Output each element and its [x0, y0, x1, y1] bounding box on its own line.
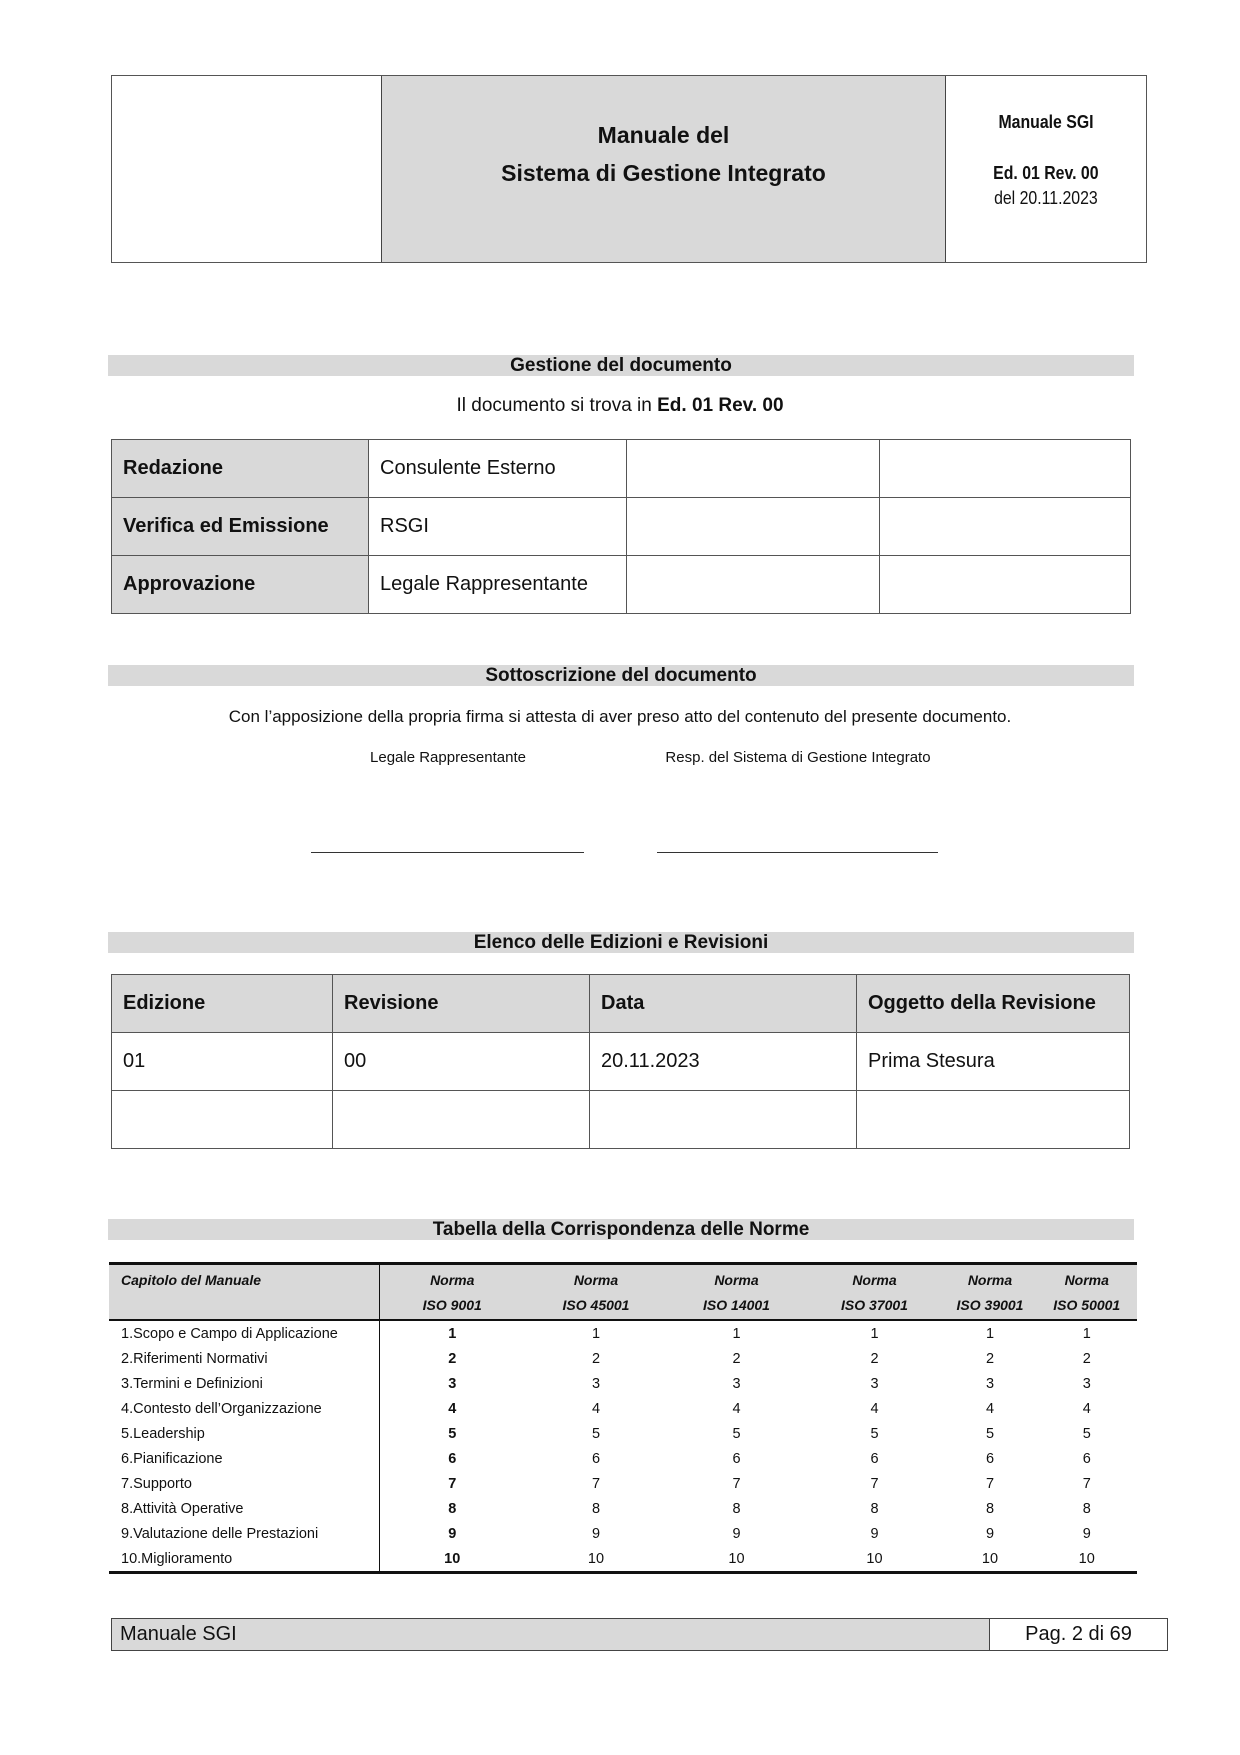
table-row [112, 1033, 1130, 1091]
table-row [109, 1396, 1137, 1421]
norm-value-cell: 9 [591, 1525, 601, 1542]
chapter-cell: 9.Valutazione delle Prestazioni [109, 1521, 380, 1546]
chapter-cell: 5.Leadership [109, 1421, 380, 1446]
norm-value-cell: 1 [591, 1325, 601, 1342]
cell-revisione: 00 [333, 1033, 590, 1091]
norm-value-cell: 2 [591, 1350, 601, 1367]
column-header-norm: Norma ISO 45001 [525, 1264, 668, 1321]
norm-value-cell: 3 [448, 1375, 457, 1392]
cell-edizione [112, 1091, 333, 1149]
row-value: RSGI [369, 498, 627, 556]
norm-value-cell: 2 [870, 1350, 879, 1367]
norm-value-cell: 8 [448, 1500, 457, 1517]
norm-value-cell: 1 [1082, 1325, 1091, 1342]
norm-value-cell: 9 [1082, 1525, 1091, 1542]
norm-value-cell: 10 [1037, 1546, 1138, 1573]
column-header-norm: Norma ISO 9001 [380, 1264, 525, 1321]
norm-value-cell: 3 [870, 1375, 879, 1392]
norm-value-cell: 7 [870, 1475, 879, 1492]
table-row [109, 1320, 1137, 1346]
norm-value-cell: 1 [448, 1325, 457, 1342]
table-row [109, 1471, 1137, 1496]
chapter-cell: 8.Attività Operative [109, 1496, 380, 1521]
norm-value-cell: 3 [985, 1375, 995, 1392]
table-row [109, 1346, 1137, 1371]
chapter-cell: 3.Termini e Definizioni [109, 1371, 380, 1396]
status-value: Ed. 01 Rev. 00 [657, 395, 784, 416]
page-footer [111, 1618, 1168, 1651]
norm-value-cell: 10 [944, 1546, 1037, 1573]
signature-cell [627, 440, 880, 498]
header-title [382, 76, 946, 262]
norm-value-cell: 2 [1082, 1350, 1091, 1367]
cell-revisione [333, 1091, 590, 1149]
logo-area [112, 76, 382, 262]
norm-value-cell: 10 [806, 1546, 944, 1573]
chapter-cell: 1.Scopo e Campo di Applicazione [109, 1320, 380, 1346]
column-header-norm: Norma ISO 14001 [668, 1264, 806, 1321]
chapter-cell: 7.Supporto [109, 1471, 380, 1496]
status-prefix: Il documento si trova in [456, 395, 658, 416]
norm-value-cell: 5 [732, 1425, 741, 1442]
chapter-cell: 4.Contesto dell’Organizzazione [109, 1396, 380, 1421]
norm-value-cell: 10 [668, 1546, 806, 1573]
norm-value-cell: 2 [985, 1350, 995, 1367]
table-header-row [112, 975, 1130, 1033]
edition-date: del 20.11.2023 [994, 188, 1098, 208]
norm-value-cell: 6 [591, 1450, 601, 1467]
norm-value-cell: 8 [732, 1500, 741, 1517]
table-row [112, 556, 1131, 614]
chapter-cell: 6.Pianificazione [109, 1446, 380, 1471]
norm-value-cell: 7 [448, 1475, 457, 1492]
cell-oggetto [857, 1091, 1130, 1149]
norm-value-cell: 6 [448, 1450, 457, 1467]
norm-value-cell: 7 [732, 1475, 741, 1492]
row-label: Approvazione [112, 556, 369, 614]
page-number: Pag. 2 di 69 [1025, 1623, 1132, 1645]
norm-value-cell: 8 [870, 1500, 879, 1517]
header-meta [946, 76, 1146, 262]
chapter-cell: 10.Miglioramento [109, 1546, 380, 1573]
chapter-cell: 2.Riferimenti Normativi [109, 1346, 380, 1371]
signer-label-1: Legale Rappresentante [370, 749, 526, 766]
row-label: Verifica ed Emissione [112, 498, 369, 556]
norm-value-cell: 1 [732, 1325, 741, 1342]
table-row [109, 1421, 1137, 1446]
document-header [111, 75, 1147, 263]
column-header-norm: Norma ISO 50001 [1037, 1264, 1138, 1321]
cell-oggetto: Prima Stesura [857, 1033, 1130, 1091]
table-row [112, 1091, 1130, 1149]
norm-value-cell: 9 [448, 1525, 457, 1542]
table-row [109, 1371, 1137, 1396]
cell-data: 20.11.2023 [590, 1033, 857, 1091]
table-row [109, 1496, 1137, 1521]
cell-edizione: 01 [112, 1033, 333, 1091]
norm-value-cell: 9 [985, 1525, 995, 1542]
norm-value-cell: 3 [1082, 1375, 1091, 1392]
section-title-corrispondenza: Tabella della Corrispondenza delle Norme [108, 1219, 1134, 1240]
row-value: Legale Rappresentante [369, 556, 627, 614]
edition: Ed. 01 Rev. 00 [993, 163, 1099, 183]
column-header: Oggetto della Revisione [857, 975, 1130, 1033]
cell-data [590, 1091, 857, 1149]
section-title-sottoscrizione: Sottoscrizione del documento [108, 665, 1134, 686]
norm-value-cell: 1 [870, 1325, 879, 1342]
table-header-row [109, 1264, 1137, 1321]
norm-value-cell: 5 [985, 1425, 995, 1442]
column-header-chapter: Capitolo del Manuale [109, 1264, 380, 1321]
title-line-2: Sistema di Gestione Integrato [501, 160, 826, 186]
norms-table [109, 1262, 1137, 1574]
norm-value-cell: 5 [1082, 1425, 1091, 1442]
norm-value-cell: 8 [985, 1500, 995, 1517]
signer-label-2: Resp. del Sistema di Gestione Integrato [665, 749, 931, 766]
norm-value-cell: 6 [1082, 1450, 1091, 1467]
norm-value-cell: 4 [732, 1400, 741, 1417]
norm-value-cell: 5 [448, 1425, 457, 1442]
norm-value-cell: 3 [591, 1375, 601, 1392]
title-line-1: Manuale del [597, 122, 730, 148]
table-row [112, 440, 1131, 498]
date-cell [880, 440, 1131, 498]
norm-value-cell: 5 [870, 1425, 879, 1442]
revisioni-table [111, 974, 1130, 1149]
norm-value-cell: 10 [380, 1546, 525, 1573]
norm-value-cell: 3 [732, 1375, 741, 1392]
table-row [109, 1446, 1137, 1471]
section-title-revisioni: Elenco delle Edizioni e Revisioni [108, 932, 1134, 953]
signature-line-2 [657, 852, 938, 853]
norm-value-cell: 6 [732, 1450, 741, 1467]
norm-value-cell: 10 [525, 1546, 668, 1573]
signature-line-1 [311, 852, 584, 853]
gestione-table [111, 439, 1131, 614]
norm-value-cell: 4 [985, 1400, 995, 1417]
document-status [0, 395, 1240, 417]
column-header: Revisione [333, 975, 590, 1033]
norm-value-cell: 2 [732, 1350, 741, 1367]
norm-value-cell: 9 [870, 1525, 879, 1542]
norm-value-cell: 7 [985, 1475, 995, 1492]
column-header: Edizione [112, 975, 333, 1033]
norm-value-cell: 9 [732, 1525, 741, 1542]
signature-cell [627, 556, 880, 614]
norm-value-cell: 8 [1082, 1500, 1091, 1517]
signature-statement: Con l’apposizione della propria firma si attesta di aver preso atto del contenuto del presente documento. [228, 707, 1012, 726]
norm-value-cell: 2 [448, 1350, 457, 1367]
section-title-gestione: Gestione del documento [108, 355, 1134, 376]
table-row [109, 1521, 1137, 1546]
row-label: Redazione [112, 440, 369, 498]
footer-doc-name: Manuale SGI [112, 1619, 990, 1650]
norm-value-cell: 1 [985, 1325, 995, 1342]
table-row [109, 1546, 1137, 1573]
date-cell [880, 498, 1131, 556]
norm-value-cell: 4 [591, 1400, 601, 1417]
column-header-norm: Norma ISO 37001 [806, 1264, 944, 1321]
norm-value-cell: 4 [870, 1400, 879, 1417]
norm-value-cell: 7 [1082, 1475, 1091, 1492]
norm-value-cell: 5 [591, 1425, 601, 1442]
table-row [112, 498, 1131, 556]
column-header-norm: Norma ISO 39001 [944, 1264, 1037, 1321]
doc-code: Manuale SGI [998, 112, 1094, 132]
signature-cell [627, 498, 880, 556]
date-cell [880, 556, 1131, 614]
norm-value-cell: 6 [985, 1450, 995, 1467]
norm-value-cell: 7 [591, 1475, 601, 1492]
norm-value-cell: 8 [591, 1500, 601, 1517]
norm-value-cell: 6 [870, 1450, 879, 1467]
norm-value-cell: 4 [1082, 1400, 1091, 1417]
norm-value-cell: 4 [448, 1400, 457, 1417]
row-value: Consulente Esterno [369, 440, 627, 498]
column-header: Data [590, 975, 857, 1033]
